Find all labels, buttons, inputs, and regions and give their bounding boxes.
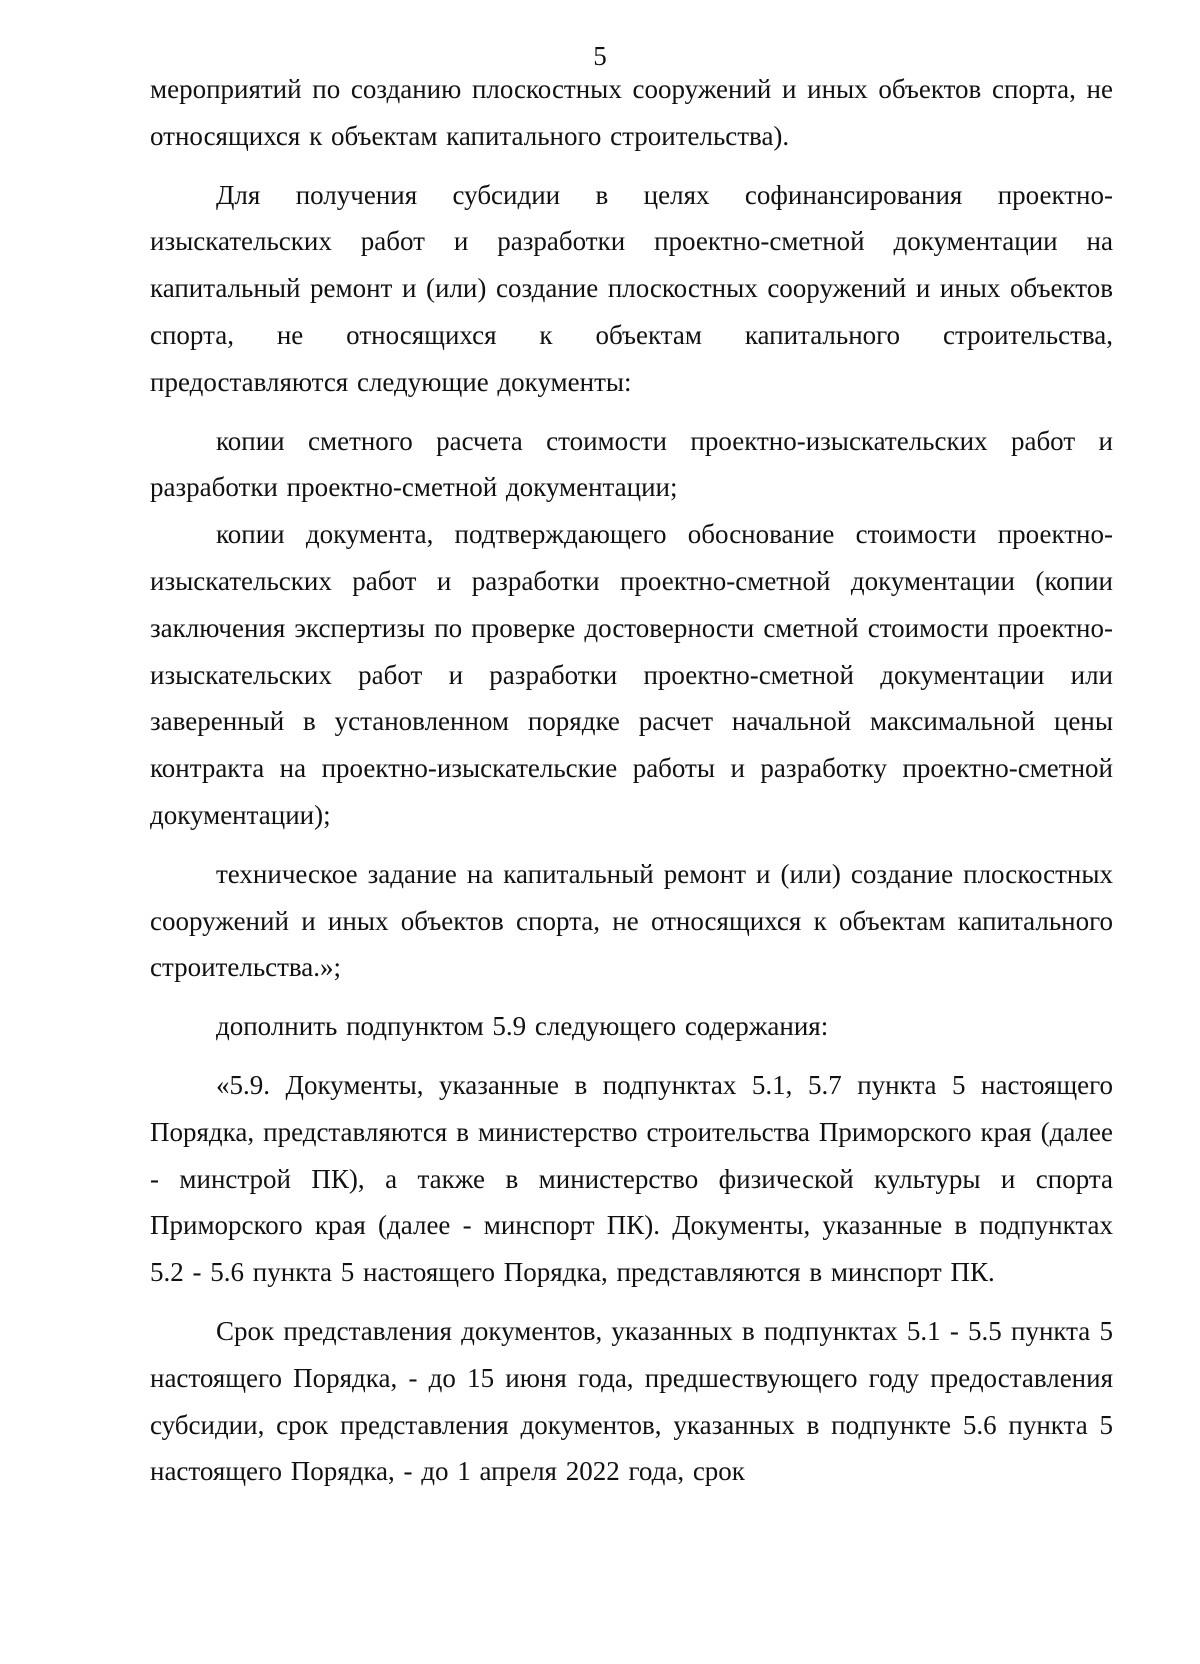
paragraph-amendment-5-9: дополнить подпунктом 5.9 следующего содержания:	[216, 1011, 829, 1042]
paragraph-continuation: мероприятий по созданию плоскостных сооружений и иных объектов спорта, не относящихся к объектам капитального строительства).	[150, 74, 1113, 151]
document-body	[150, 66, 1113, 1507]
list-item-estimate-copies: копии сметного расчета стоимости проектно-изыскательских работ и разработки проектно-сметной документации;	[150, 425, 1113, 503]
paragraph-documents-intro: Для получения субсидии в целях софинансирования проектно-изыскательских работ и разработки проектно-сметной документации на капитальный ремонт и (или) создание плоскостных сооружений и иных объектов спорта, не относящихся к объектам капитального строительства, предоставляются следующие документы:	[150, 179, 1113, 397]
list-item-cost-justification: копии документа, подтверждающего обоснование стоимости проектно-изыскательских работ и разработки проектно-сметной документации (копии заключения экспертизы по проверке достоверности сметной стоимости проектно-изыскательских работ и разработки проектно-сметной документации или заверенный в установленном порядке расчет начальной максимальной цены контракта на проектно-изыскательские работы и разработку проектно-сметной документации);	[150, 519, 1113, 830]
list-item-technical-assignment: техническое задание на капитальный ремонт и (или) создание плоскостных сооружений и иных объектов спорта, не относящихся к объектам капитального строительства.»;	[150, 858, 1113, 983]
paragraph-subpoint-5-9: «5.9. Документы, указанные в подпунктах 5.1, 5.7 пункта 5 настоящего Порядка, представляются в министерство строительства Приморского края (далее - минстрой ПК), а также в министерство физической культуры и спорта Приморского края (далее - минспорт ПК). Документы, указанные в подпунктах 5.2 - 5.6 пункта 5 настоящего Порядка, представляются в минспорт ПК.	[150, 1069, 1113, 1288]
paragraph-submission-deadline: Срок представления документов, указанных в подпунктах 5.1 - 5.5 пункта 5 настоящего Порядка, - до 15 июня года, предшествующего году предоставления субсидии, срок представления документов, указанных в подпункте 5.6 пункта 5 настоящего Порядка, - до 1 апреля 2022 года, срок	[150, 1315, 1113, 1487]
page-number: 5	[593, 41, 607, 71]
